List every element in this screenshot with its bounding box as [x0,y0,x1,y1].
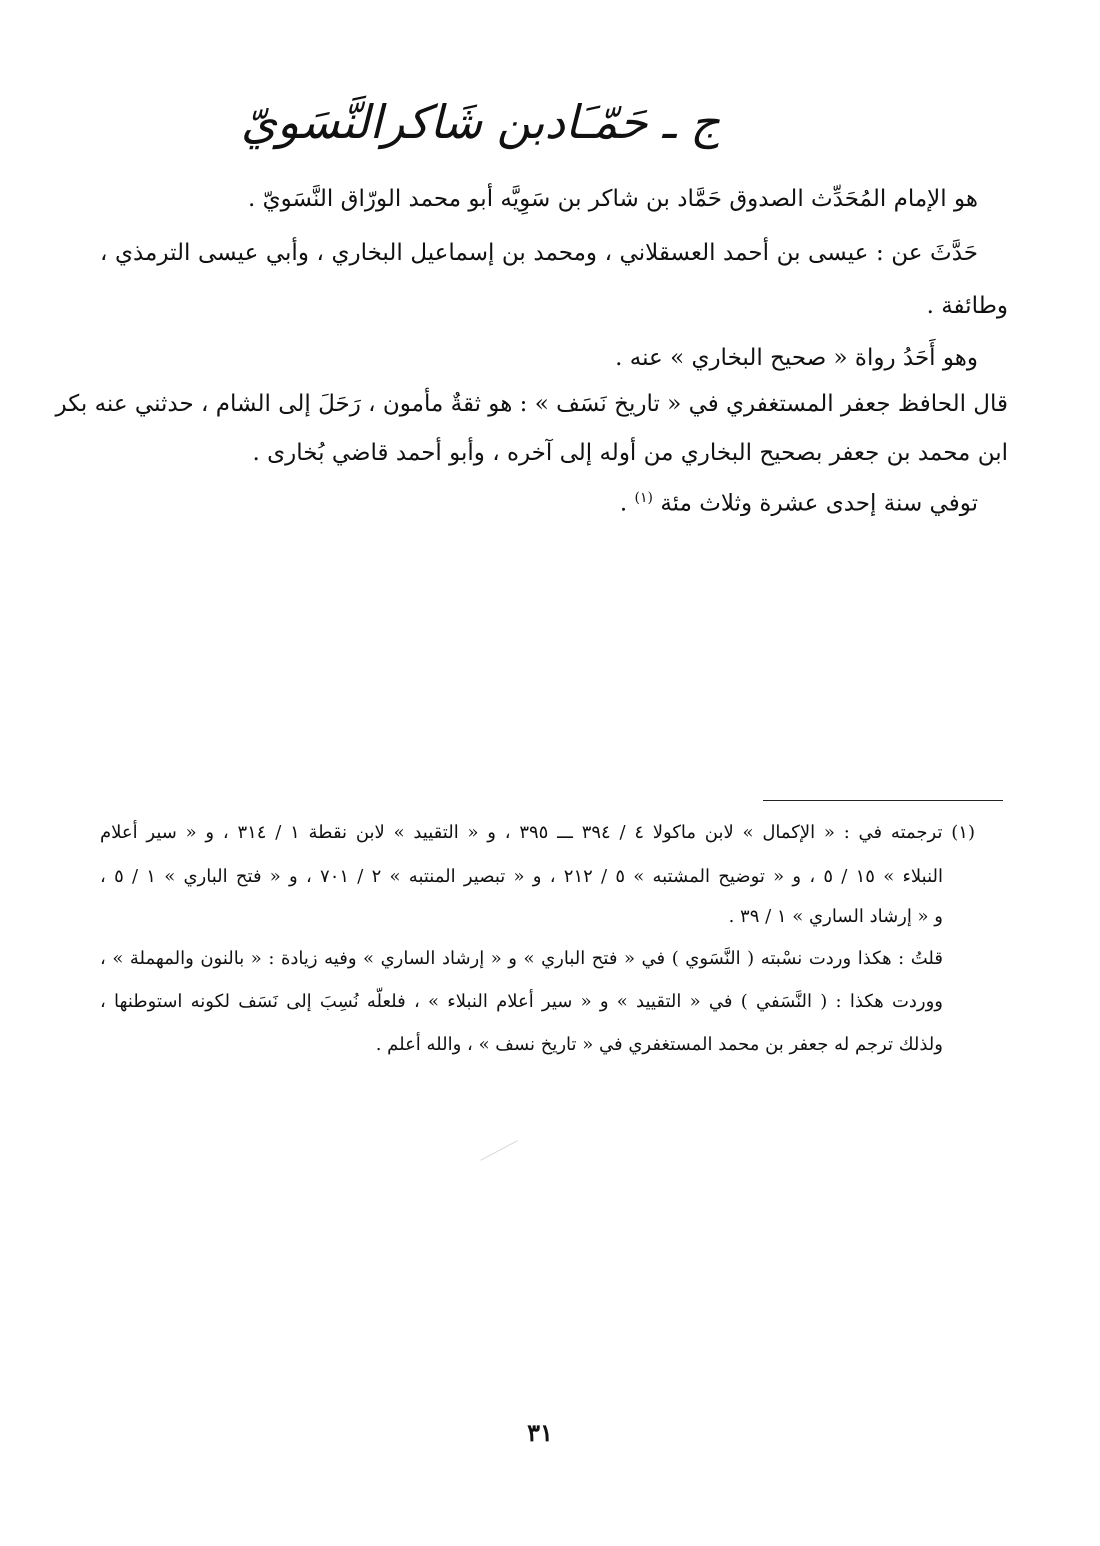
footnote-line: قلتُ : هكذا وردت نسْبته ( النَّسَوي ) في « فتح الباري » و « إرشاد الساري » وفيه زيادة : « بالنون والمهملة » ، [100,948,943,969]
paragraph-line: هو الإمام المُحَدِّث الصدوق حَمَّاد بن شاكر بن سَوِيَّه أبو محمد الورّاق النَّسَويّ . [247,186,978,212]
paragraph-line: قال الحافظ جعفر المستغفري في « تاريخ نَسَف » : هو ثقةٌ مأمون ، رَحَلَ إلى الشام ، حدثني عنه بكر [55,391,1008,417]
footnote-line: ووردت هكذا : ( النَّسَفي ) في « التقييد » و « سير أعلام النبلاء » ، فلعلّه نُسِبَ إلى نَسَف لكونه استوطنها ، [100,991,943,1012]
paragraph-end-mark: . [619,490,628,517]
footnote-line: النبلاء » ١٥ / ٥ ، و « توضيح المشتبه » ٥ / ٢١٢ ، و « تبصير المنتبه » ٢ / ٧٠١ ، و « فتح الباري » ١ / ٥ ، [100,866,944,887]
footnote-line: ولذلك ترجم له جعفر بن محمد المستغفري في « تاريخ نسف » ، والله أعلم . [375,1034,943,1055]
paragraph-text: توفي سنة إحدى عشرة وثلاث مئة [660,490,978,517]
footnote-reference: (١) [634,490,653,506]
page-number: ٣١ [527,1418,553,1447]
paragraph-line: وهو أَحَدُ رواة « صحيح البخاري » عنه . [615,345,978,371]
paragraph-line-with-footnote [620,490,978,517]
footnote-line: و « إرشاد الساري » ١ / ٣٩ . [728,906,943,927]
paragraph-line: ابن محمد بن جعفر بصحيح البخاري من أوله إلى آخره ، وأبو أحمد قاضي بُخارى . [252,440,1008,466]
paragraph-line: حَدَّثَ عن : عيسى بن أحمد العسقلاني ، ومحمد بن إسماعيل البخاري ، وأبي عيسى الترمذي ، [100,240,978,266]
section-heading: ج ـ حَمّـَادبن شَاكرالنَّسَويّ [240,95,720,149]
footnote-separator [763,800,1003,801]
footnote-line: (١) ترجمته في : « الإكمال » لابن ماكولا ٤ / ٣٩٤ ـــ ٣٩٥ ، و « التقييد » لابن نقطة ١ / ٣١٤ ، و « سير أعلام [100,822,975,843]
scan-artifact [480,1140,518,1161]
paragraph-line: وطائفة . [926,293,1008,319]
